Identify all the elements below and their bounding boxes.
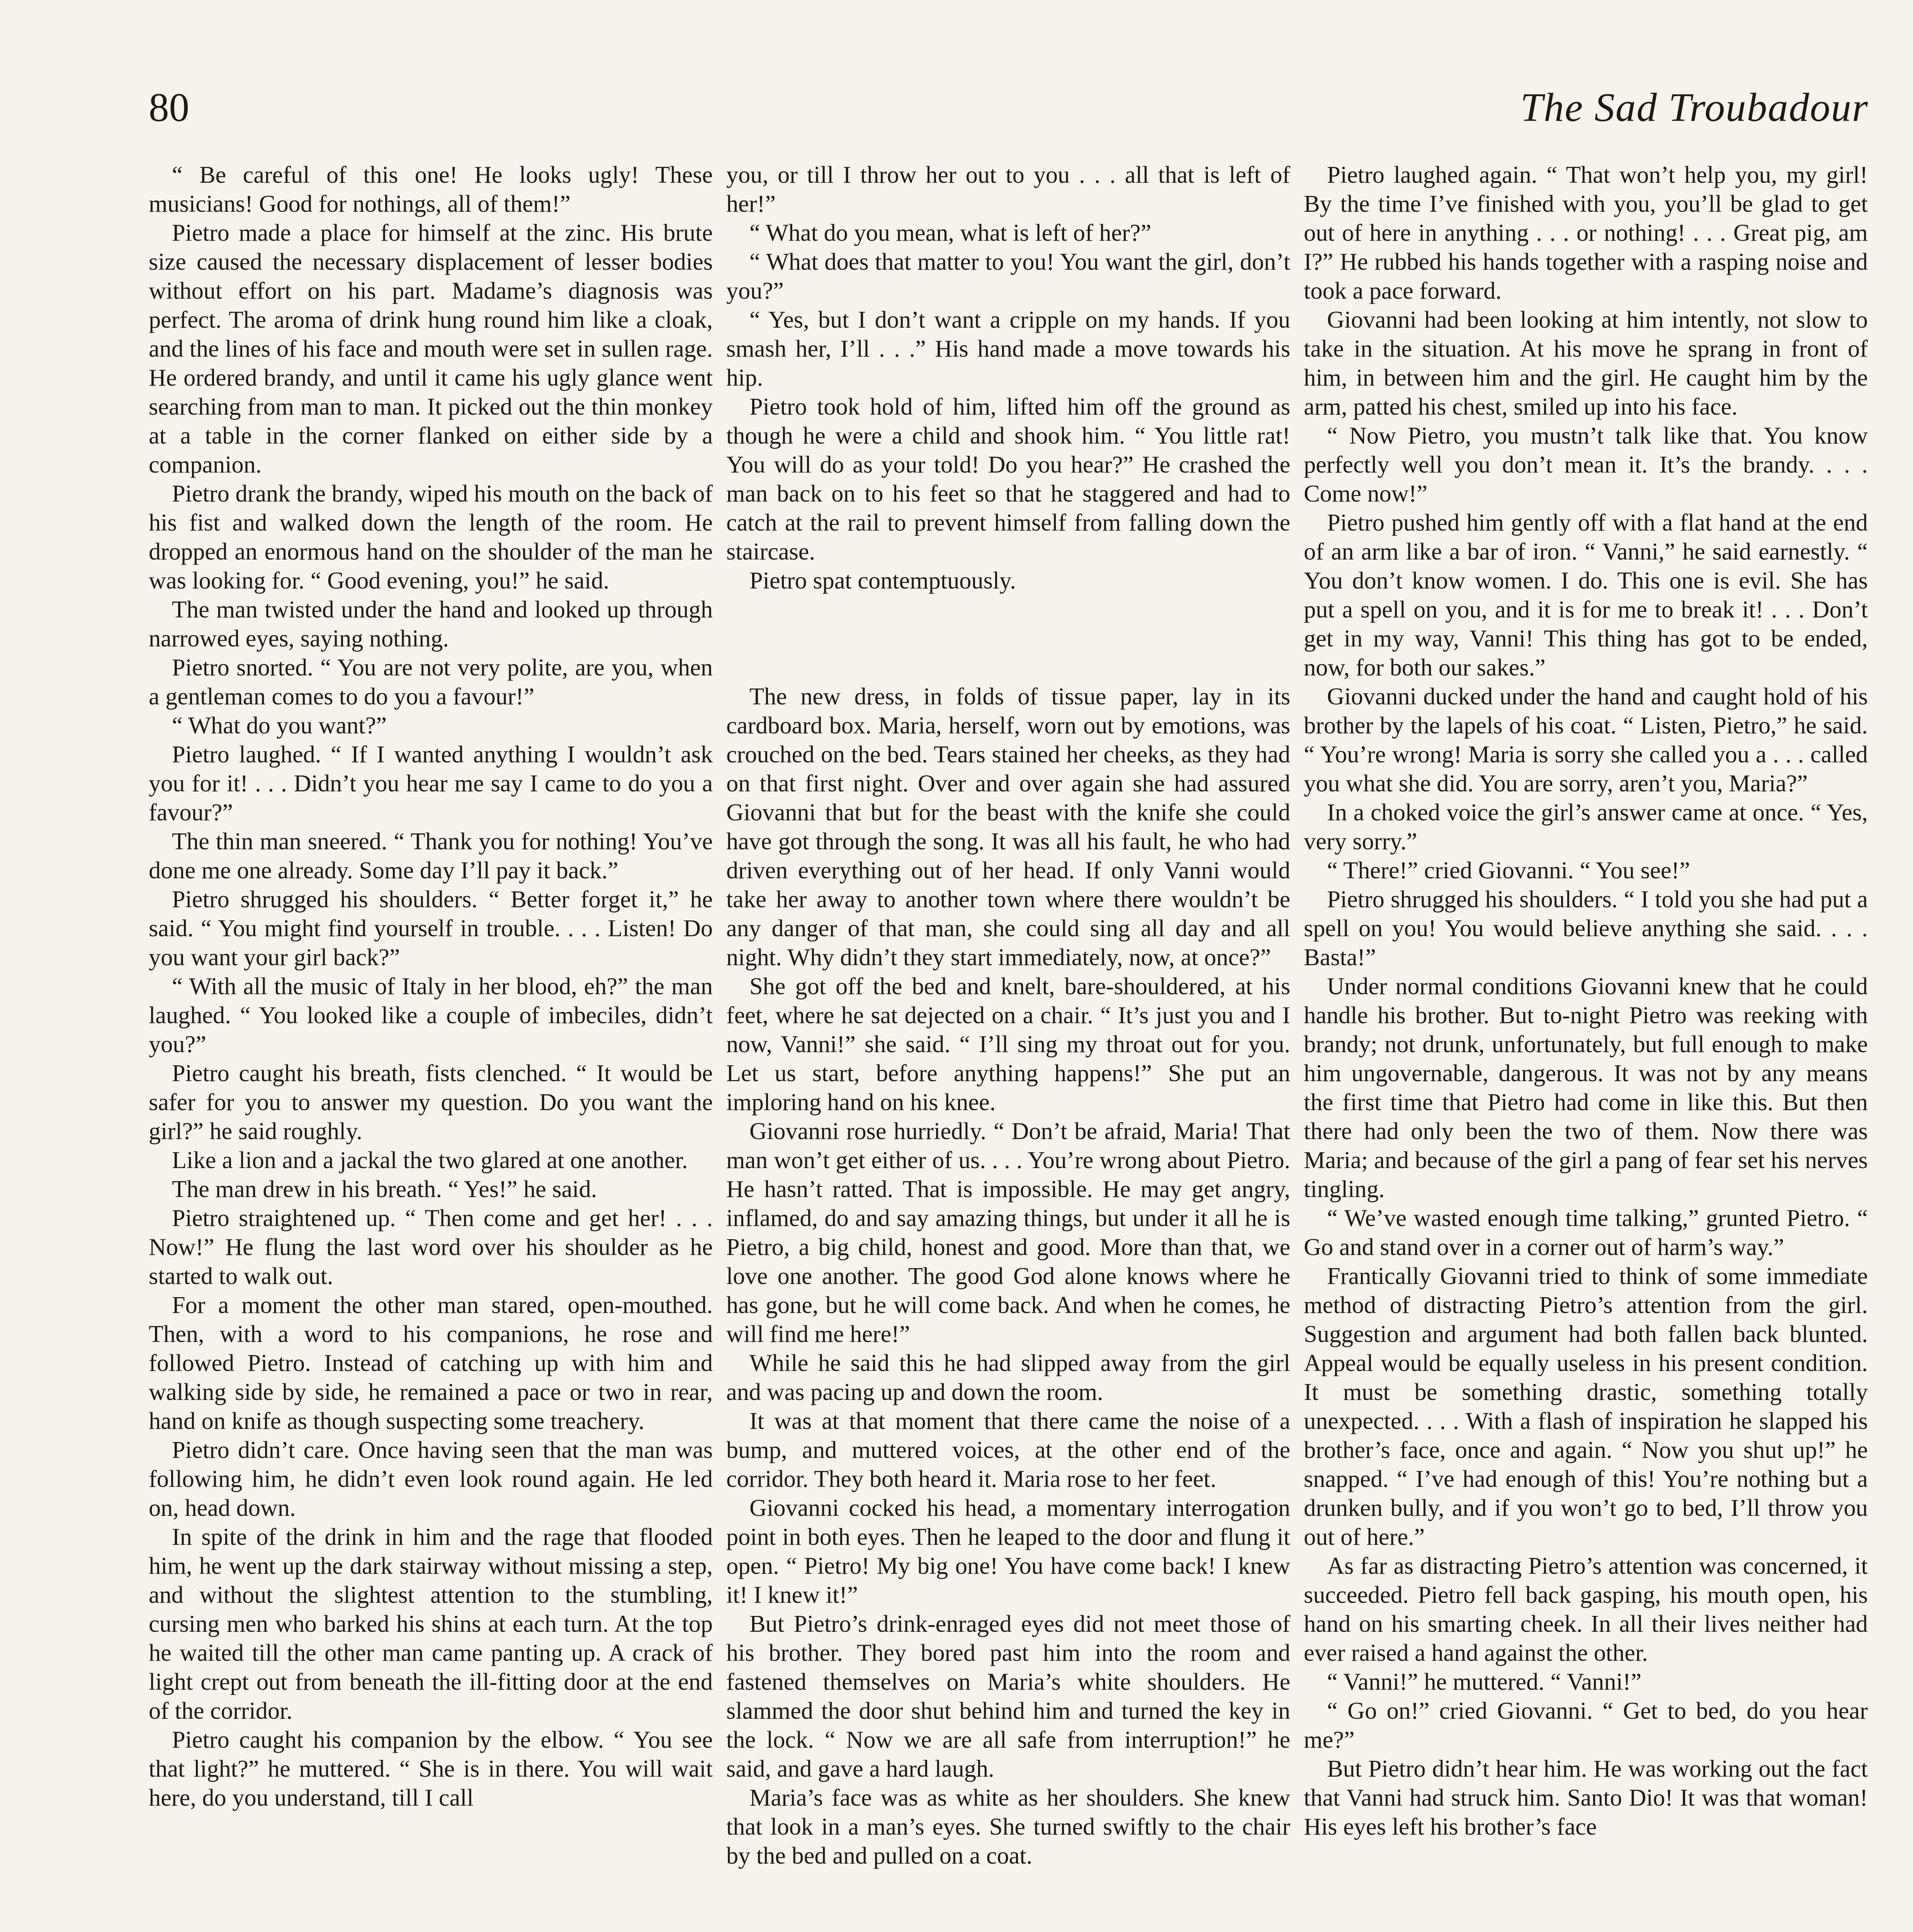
paragraph: “ Now Pietro, you mustn’t talk like that. You know perfectly well you don’t mean it. It’s the brandy. . . . Come now!” bbox=[1304, 422, 1868, 507]
paragraph: It was at that moment that there came the noise of a bump, and muttered voices, at the other end of the corridor. They both heard it. Maria rose to her feet. bbox=[726, 1408, 1290, 1492]
paragraph: Pietro shrugged his shoulders. “ Better forget it,” he said. “ You might find yourself in trouble. . . . Listen! Do you want your girl back?” bbox=[149, 886, 713, 971]
paragraph: Pietro took hold of him, lifted him off the ground as though he were a child and shook him. “ You little rat! You will do as your told! Do you hear?” He crashed the man back on to his feet so that he staggered and had to catch at the rail to prevent himself from falling down the staircase. bbox=[726, 393, 1290, 565]
paragraph: “ What do you mean, what is left of her?” bbox=[749, 219, 1152, 246]
paragraph: For a moment the other man stared, open-mouthed. Then, with a word to his companions, he rose and followed Pietro. Instead of catching up with him and walking side by side, he remained a pace or two in rear, hand on knife as though suspecting some treachery. bbox=[149, 1292, 713, 1434]
paragraph: But Pietro didn’t hear him. He was working out the fact that Vanni had struck him. Santo Dio! It was that woman! His eyes left his brother’s face bbox=[1304, 1755, 1868, 1840]
paragraph: Giovanni cocked his head, a momentary interrogation point in both eyes. Then he leaped to the door and flung it open. “ Pietro! My big one! You have come back! I knew it! I knew it!” bbox=[726, 1495, 1290, 1608]
paragraph: “ Yes, but I don’t want a cripple on my hands. If you smash her, I’ll . . .” His hand made a move towards his hip. bbox=[726, 306, 1290, 391]
paragraph: The man twisted under the hand and looked up through narrowed eyes, saying nothing. bbox=[149, 596, 713, 652]
paragraph: As far as distracting Pietro’s attention was concerned, it succeeded. Pietro fell back gasping, his mouth open, his hand on his smarting cheek. In all their lives neither had ever raised a hand against the other. bbox=[1304, 1553, 1868, 1666]
paragraph: Pietro straightened up. “ Then come and get her! . . . Now!” He flung the last word over his shoulder as he started to walk out. bbox=[149, 1205, 713, 1289]
paragraph: “ There!” cried Giovanni. “ You see!” bbox=[1327, 857, 1690, 884]
paragraph: The thin man sneered. “ Thank you for nothing! You’ve done me one already. Some day I’ll pay it back.” bbox=[149, 828, 713, 884]
paragraph: But Pietro’s drink-enraged eyes did not meet those of his brother. They bored past him into the room and fastened themselves on Maria’s white shoulders. He slammed the door shut behind him and turned the key in the lock. “ Now we are all safe from interruption!” he said, and gave a hard laugh. bbox=[726, 1611, 1290, 1782]
paragraph: Pietro made a place for himself at the zinc. His brute size caused the necessary displacement of lesser bodies without effort on his part. Madame’s diagnosis was perfect. The aroma of drink hung round him like a cloak, and the lines of his face and mouth were set in sullen rage. He ordered brandy, and until it came his ugly glance went searching from man to man. It picked out the thin monkey at a table in the corner flanked on either side by a companion. bbox=[149, 219, 713, 478]
paragraph: Pietro shrugged his shoulders. “ I told you she had put a spell on you! You would believe anything she said. . . . Basta!” bbox=[1304, 886, 1868, 971]
paragraph: Pietro drank the brandy, wiped his mouth on the back of his fist and walked down the length of the room. He dropped an enormous hand on the shoulder of the man he was looking for. “ Good evening, you!” he said. bbox=[149, 480, 713, 594]
paragraph: “ Go on!” cried Giovanni. “ Get to bed, do you hear me?” bbox=[1304, 1697, 1868, 1753]
paragraph: “ Vanni!” he muttered. “ Vanni!” bbox=[1327, 1668, 1642, 1695]
paragraph: Pietro snorted. “ You are not very polite, are you, when a gentleman comes to do you a favour!” bbox=[149, 654, 713, 710]
page-number: 80 bbox=[149, 85, 189, 130]
paragraph: Frantically Giovanni tried to think of some immediate method of distracting Pietro’s attention from the girl. Suggestion and argument had both fallen back blunted. Appeal would be equally useless in his present condition. It must be something drastic, something totally unexpected. . . . With a flash of inspiration he slapped his brother’s face, once and again. “ Now you shut up!” he snapped. “ I’ve had enough of this! You’re nothing but a drunken bully, and if you won’t go to bed, I’ll throw you out of here.” bbox=[1304, 1263, 1868, 1550]
section-break bbox=[726, 595, 1290, 682]
page-header bbox=[0, 0, 1913, 162]
paragraph: Under normal conditions Giovanni knew that he could handle his brother. But to-night Pietro was reeking with brandy; not drunk, unfortunately, but full enough to make him ungovernable, dangerous. It was not by any means the first time that Pietro had come in like this. But then there had only been the two of them. Now there was Maria; and because of the girl a pang of fear set his nerves tingling. bbox=[1304, 973, 1868, 1202]
paragraph: Pietro spat contemptuously. bbox=[749, 567, 1016, 594]
paragraph: Like a lion and a jackal the two glared at one another. bbox=[172, 1147, 688, 1173]
paragraph: “ With all the music of Italy in her blood, eh?” the man laughed. “ You looked like a couple of imbeciles, didn’t you?” bbox=[149, 973, 713, 1058]
running-title: The Sad Troubadour bbox=[1520, 85, 1869, 130]
paragraph: She got off the bed and knelt, bare-shouldered, at his feet, where he sat dejected on a chair. “ It’s just you and I now, Vanni!” she said. “ I’ll sing my throat out for you. Let us start, before anything happens!” She put an imploring hand on his knee. bbox=[726, 973, 1290, 1116]
paragraph: The new dress, in folds of tissue paper, lay in its cardboard box. Maria, herself, worn out by emotions, was crouched on the bed. Tears stained her cheeks, as they had on that first night. Over and over again she had assured Giovanni that but for the beast with the knife she could have got through the song. It was all his fault, he who had driven everything out of her head. If only Vanni would take her away to another town where there wouldn’t be any danger of that man, she could sing all day and all night. Why didn’t they start immediately, now, at once?” bbox=[726, 683, 1290, 971]
paragraph: “ We’ve wasted enough time talking,” grunted Pietro. “ Go and stand over in a corner out of harm’s way.” bbox=[1304, 1205, 1868, 1260]
paragraph: you, or till I throw her out to you . . . all that is left of her!” bbox=[726, 162, 1290, 217]
paragraph: Pietro laughed again. “ That won’t help you, my girl! By the time I’ve finished with you, you’ll be glad to get out of here in anything . . . or nothing! . . . Great pig, am I?” He rubbed his hands together with a rasping noise and took a pace forward. bbox=[1304, 162, 1868, 304]
article-body bbox=[149, 160, 1868, 1932]
paragraph: Maria’s face was as white as her shoulders. She knew that look in a man’s eyes. She turned swiftly to the chair by the bed and pulled on a coat. bbox=[726, 1784, 1290, 1869]
paragraph: While he said this he had slipped away from the girl and was pacing up and down the room. bbox=[726, 1350, 1290, 1405]
paragraph: Giovanni had been looking at him intently, not slow to take in the situation. At his move he sprang in front of him, in between him and the girl. He caught him by the arm, patted his chest, smiled up into his face. bbox=[1304, 306, 1868, 420]
column-left bbox=[149, 160, 713, 1932]
paragraph: The man drew in his breath. “ Yes!” he said. bbox=[172, 1176, 597, 1202]
paragraph: “ Be careful of this one! He looks ugly! These musicians! Good for nothings, all of them!” bbox=[149, 162, 713, 217]
paragraph: In spite of the drink in him and the rage that flooded him, he went up the dark stairway without missing a step, and without the slightest attention to the stumbling, cursing men who barked his shins at each turn. At the top he waited till the other man came panting up. A crack of light crept out from beneath the ill-fitting door at the end of the corridor. bbox=[149, 1524, 713, 1724]
paragraph: Giovanni ducked under the hand and caught hold of his brother by the lapels of his coat. “ Listen, Pietro,” he said. “ You’re wrong! Maria is sorry she called you a . . . called you what she did. You are sorry, aren’t you, Maria?” bbox=[1304, 683, 1868, 797]
paragraph: Pietro caught his companion by the elbow. “ You see that light?” he muttered. “ She is in there. You will wait here, do you understand, till I call bbox=[149, 1726, 713, 1811]
column-middle bbox=[726, 160, 1290, 1932]
paragraph: Pietro didn’t care. Once having seen that the man was following him, he didn’t even look round again. He led on, head down. bbox=[149, 1437, 713, 1521]
paragraph: Pietro laughed. “ If I wanted anything I wouldn’t ask you for it! . . . Didn’t you hear me say I came to do you a favour?” bbox=[149, 741, 713, 826]
paragraph: “ What does that matter to you! You want the girl, don’t you?” bbox=[726, 248, 1290, 304]
paragraph: In a choked voice the girl’s answer came at once. “ Yes, very sorry.” bbox=[1304, 799, 1868, 855]
paragraph: Pietro pushed him gently off with a flat hand at the end of an arm like a bar of iron. “ Vanni,” he said earnestly. “ You don’t know women. I do. This one is evil. She has put a spell on you, and it is for me to break it! . . . Don’t get in my way, Vanni! This thing has got to be ended, now, for both our sakes.” bbox=[1304, 509, 1868, 681]
paragraph: Giovanni rose hurriedly. “ Don’t be afraid, Maria! That man won’t get either of us. . . . You’re wrong about Pietro. He hasn’t ratted. That is impossible. He may get angry, inflamed, do and say amazing things, but under it all he is Pietro, a big child, honest and good. More than that, we love one another. The good God alone knows where he has gone, but he will come back. And when he comes, he will find me here!” bbox=[726, 1118, 1290, 1347]
column-right bbox=[1304, 160, 1868, 1932]
paragraph: Pietro caught his breath, fists clenched. “ It would be safer for you to answer my question. Do you want the girl?” he said roughly. bbox=[149, 1060, 713, 1145]
paragraph: “ What do you want?” bbox=[172, 712, 387, 739]
